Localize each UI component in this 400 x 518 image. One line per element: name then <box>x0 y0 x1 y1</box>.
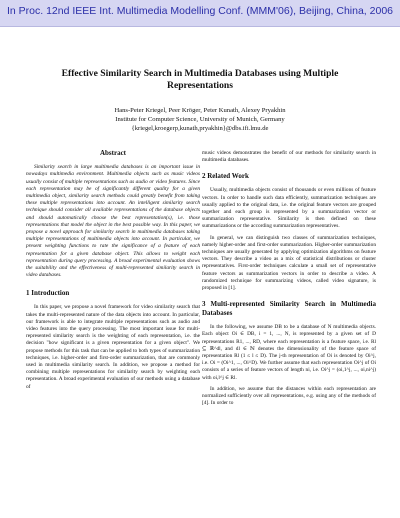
introduction-heading: 1 Introduction <box>26 289 70 298</box>
related-work-paragraph-2: In general, we can distinguish two classes of summarization techniques, namely higher-order and first-order summarization. Higher-order summarization techniques are usually generated by applying optimization algorithms on feature vectors. They describe a video as a mix of statistical distributions or cluster representatives. First-order techniques calculate a small set of representative feature vectors as summarization vectors in order to describe a video. A randomized technique for summarizing videos, called video signature, is proposed in [1]. <box>202 234 376 292</box>
section-3-paragraph-1: In the following, we assume DB to be a database of N multimedia objects. Each object Oi ∈ DB, i = 1, ..., N, is represented by a given set of D representations R1, ..., RD, where each representation is a feature space, i.e. Rl ⊆ ℝ^dl, and dl ∈ ℕ denotes the dimensionality of the feature space of representation Rl (1 ≤ l ≤ D). The j-th representation of Oi is denoted by Oi^j, i.e. Oi = (Oi^1, ..., Oi^D). We further assume that each representation Oi^j of Oi consists of a series of feature vectors of length ni, i.e. Oi^j = (oi,1^j, ..., oi,ni^j) with oi,l^j ∈ Rl. <box>202 324 376 381</box>
section-3-heading: 3 Multi-represented Similarity Search in Multimedia Databases <box>202 300 376 318</box>
right-column <box>202 150 376 411</box>
introduction-continued: music videos demonstrates the benefit of our methods for similarity search in multimedia databases. <box>202 150 376 164</box>
section-3-paragraph-2: In addition, we assume that the distances within each representation are normalized sufficiently over all representations, e.g. using any of the methods of [4]. In order to <box>202 385 376 407</box>
abstract-text: Similarity search in large multimedia databases is an important issue in nowadays multimedia environment. Multimedia objects such as music videos usually consist of multiple representations such as audio or video features. Since each representation may be of significantly different quality for a given multimedia object, similarity search methods could greatly benefit from taking these multiple representations into account. An intelligent similarity search technique should consider all available representations of the database objects and should automatically choose the best representation(s), i.e. those representations that model the object in the best possible way. In this paper, we propose a novel approach for similarity search in multimedia databases taking multiple representations of multimedia objects into account. In particular, we present weighting functions to rate the significance of a feature of each representation for a given database object. This allows to weight each representation during query processing. A broad experimental evaluation shows the suitability and the effectiveness of multi-represented similarity search in video databases. <box>26 164 200 279</box>
paper-title: Effective Similarity Search in Multimedia Databases using Multiple Representations <box>61 68 339 91</box>
related-work-paragraph-1: Usually, multimedia objects consist of thousands or even millions of feature vectors. In order to handle such data efficiently, summarization techniques are usually applied to the original data, i.e. the original feature vectors are grouped together and each group is represented by a summarization vector or summarization representative. Similarity is then defined on these summarizations or the according summarization representatives. <box>202 187 376 230</box>
related-work-heading: 2 Related Work <box>202 172 249 181</box>
paper-authors: Hans-Peter Kriegel, Peer Kröger, Peter Kunath, Alexey Pryakhin <box>114 107 286 114</box>
paper-email: {kriegel,kroegerp,kunath,pryakhin}@dbs.ifi.lmu.de <box>131 125 269 132</box>
conference-header: In Proc. 12nd IEEE Int. Multimedia Modelling Conf. (MMM'06), Beijing, China, 2006 <box>6 5 394 17</box>
abstract-heading: Abstract <box>99 149 127 157</box>
introduction-text: In this paper, we propose a novel framework for video similarity search that takes the multi-represented nature of the data objects into account. In particular, our framework is able to integrate multiple representations such as audio and video features into the query processing. The most important issue for multi-represented similarity search is the weighting of each representation, i.e. the decision "how significant is a given representation for a given object". We propose methods for this task that can be applied to both types of summarization techniques, i.e. higher-order and first-order summarization, that are commonly used in multimedia similarity search. In addition, we propose a method for combining multiple representations for similarity search by weighting each representation. A broad experimental evaluation of our methods using a database of <box>26 304 200 390</box>
paper-affiliation: Institute for Computer Science, University of Munich, Germany <box>115 116 285 123</box>
left-column <box>26 150 200 395</box>
header-bar <box>0 0 400 27</box>
